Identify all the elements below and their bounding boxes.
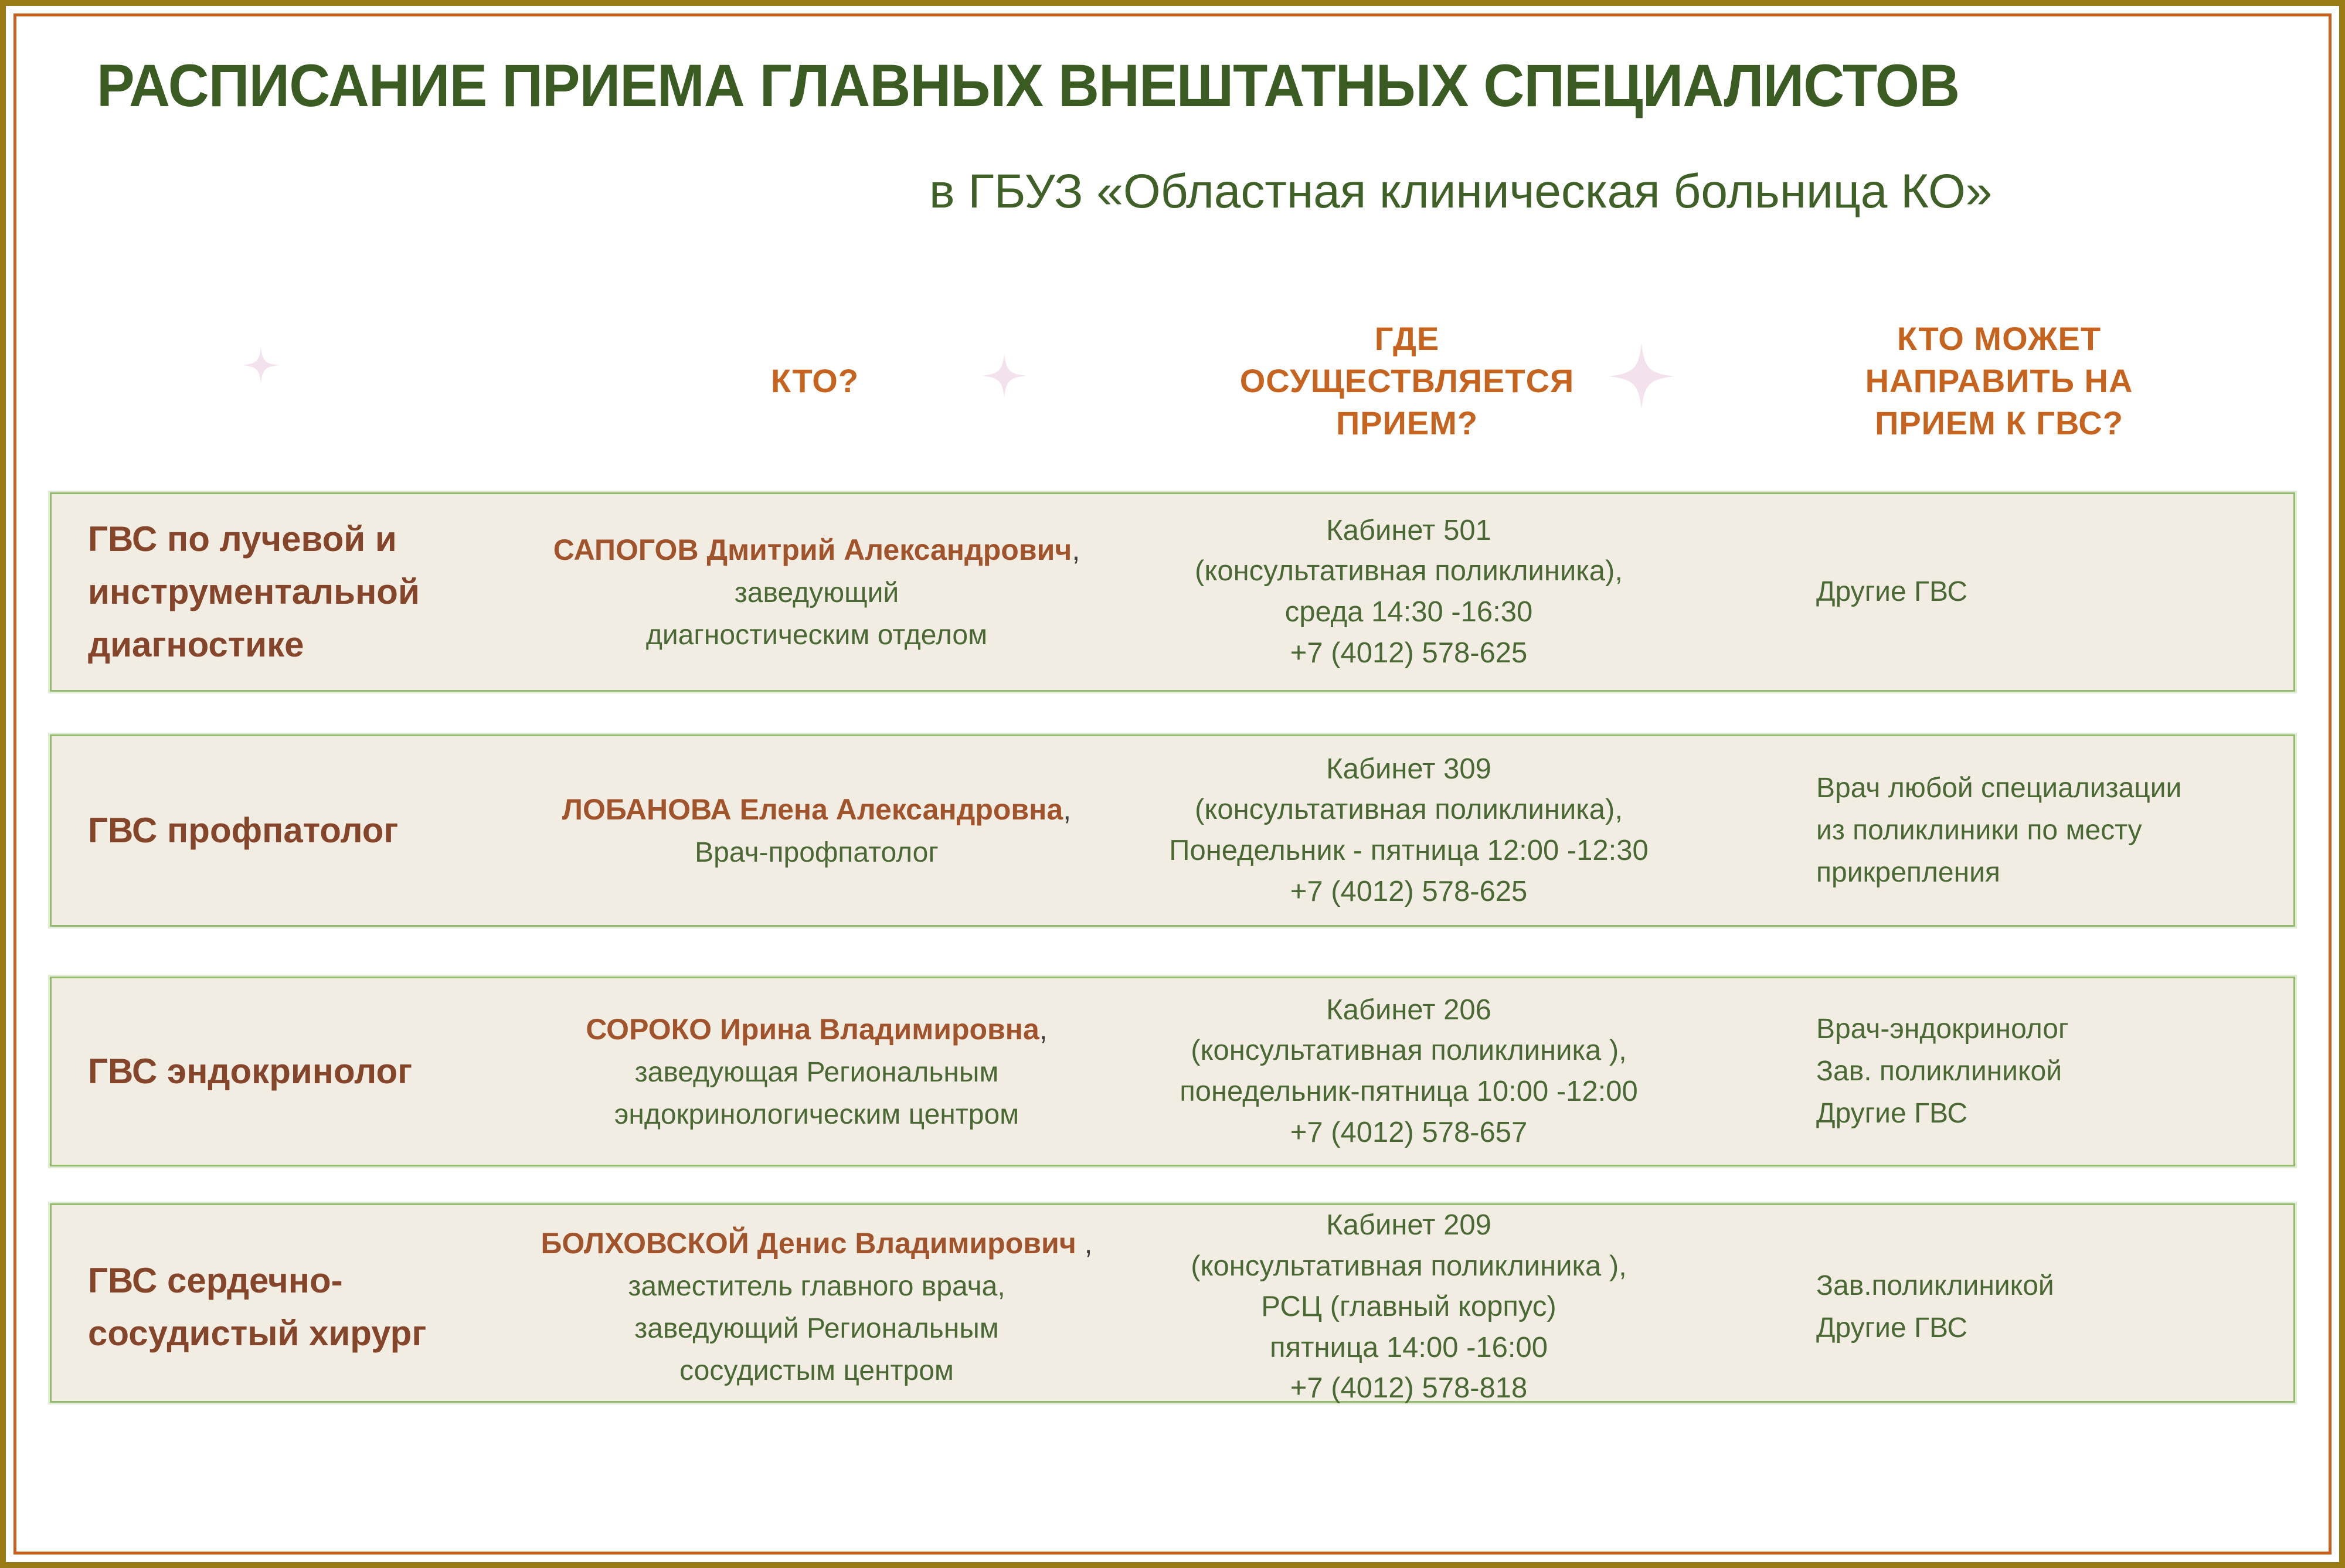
location-line: (консультативная поликлиника ), — [1191, 1250, 1627, 1282]
person-role-line: Врач-профпатолог — [695, 836, 939, 868]
schedule-line: пятница 14:00 -16:00 — [1269, 1331, 1548, 1363]
referrer-line: Другие ГВС — [1816, 576, 1968, 607]
location-line: Кабинет 309 — [1326, 753, 1491, 785]
person-role-line: заместитель главного врача, — [628, 1271, 1005, 1302]
person-cell — [521, 1222, 1113, 1392]
location-cell — [1113, 990, 1705, 1153]
referrer-line: Врач-эндокринолог — [1816, 1013, 2069, 1045]
location-line: (консультативная поликлиника ), — [1191, 1035, 1627, 1067]
location-cell — [1113, 511, 1705, 674]
referrer-line: Зав. поликлиникой — [1816, 1056, 2062, 1087]
schedule-line: среда 14:30 -16:30 — [1284, 596, 1533, 628]
person-role-line: диагностическим отделом — [645, 619, 988, 651]
person-name: ЛОБАНОВА Елена Александровна — [562, 792, 1063, 826]
page-subtitle: в ГБУЗ «Областная клиническая больница КО» — [929, 165, 1993, 218]
referrer-line: Другие ГВС — [1816, 1098, 1968, 1129]
specialist-title — [52, 513, 521, 671]
person-role-line: заведующий Региональным — [634, 1313, 999, 1345]
schedule-line: Понедельник - пятница 12:00 -12:30 — [1169, 835, 1649, 866]
location-line: Кабинет 209 — [1326, 1209, 1491, 1241]
phone-line: +7 (4012) 578-625 — [1290, 637, 1528, 669]
person-role-line: эндокринологическим центром — [614, 1098, 1019, 1130]
referrer-line: Врач любой специализации — [1816, 773, 2182, 804]
location-cell — [1113, 1205, 1705, 1409]
column-header-line: ОСУЩЕСТВЛЯЕТСЯ — [1239, 362, 1575, 400]
specialist-line: инструментальной — [88, 572, 420, 611]
sparkle-icon — [243, 347, 279, 383]
phone-line: +7 (4012) 578-625 — [1290, 875, 1528, 907]
person-cell — [521, 528, 1113, 657]
person-name-comma: , — [1039, 1012, 1048, 1046]
column-header-line: ПРИЕМ? — [1335, 404, 1479, 441]
referrer-line: из поликлиники по месту — [1816, 815, 2142, 846]
sparkle-icon — [1608, 343, 1675, 410]
phone-line: +7 (4012) 578-657 — [1290, 1116, 1528, 1148]
column-header-who-label: КТО? — [770, 362, 859, 400]
table-row — [50, 492, 2295, 692]
location-line: (консультативная поликлиника), — [1195, 555, 1623, 587]
person-name-comma: , — [1076, 1227, 1093, 1260]
specialist-title — [52, 1045, 521, 1098]
location-line: (консультативная поликлиника), — [1195, 794, 1623, 826]
specialist-line: ГВС по лучевой и — [88, 519, 397, 559]
location-cell — [1113, 749, 1705, 912]
person-name-line — [521, 1222, 1113, 1266]
person-name-line — [521, 528, 1113, 572]
person-cell — [521, 1008, 1113, 1136]
schedule-line: понедельник-пятница 10:00 -12:00 — [1180, 1076, 1638, 1107]
person-name-comma: , — [1072, 533, 1080, 566]
referrer-cell — [1705, 571, 2297, 613]
table-row — [50, 734, 2295, 927]
person-name-line — [521, 1008, 1113, 1052]
referrer-cell — [1705, 767, 2297, 894]
sparkle-icon — [982, 353, 1027, 398]
person-name: САПОГОВ Дмитрий Александрович — [553, 533, 1072, 566]
referrer-line: прикрепления — [1816, 857, 2000, 888]
referrer-line: Другие ГВС — [1816, 1312, 1968, 1343]
location-line: РСЦ (главный корпус) — [1261, 1291, 1556, 1323]
phone-line: +7 (4012) 578-818 — [1290, 1372, 1528, 1404]
table-row — [50, 977, 2295, 1166]
person-role-line: заведующая Региональным — [634, 1056, 999, 1088]
referrer-cell — [1705, 1008, 2297, 1135]
person-cell — [521, 788, 1113, 874]
column-header-referrer — [1703, 296, 2295, 466]
specialist-line: сосудистый хирург — [88, 1313, 427, 1353]
table-row — [50, 1203, 2295, 1403]
location-line: Кабинет 501 — [1326, 514, 1491, 546]
person-name: БОЛХОВСКОЙ Денис Владимирович — [541, 1227, 1076, 1260]
person-name-line — [521, 788, 1113, 832]
specialist-line: диагностике — [88, 625, 304, 664]
person-role-line: сосудистым центром — [679, 1355, 954, 1387]
location-line: Кабинет 206 — [1326, 994, 1491, 1026]
column-header-line: ПРИЕМ К ГВС? — [1875, 404, 2123, 441]
referrer-line: Зав.поликлиникой — [1816, 1270, 2054, 1301]
referrer-cell — [1705, 1265, 2297, 1349]
specialist-title — [52, 804, 521, 857]
specialist-line: ГВС профпатолог — [88, 811, 399, 850]
column-header-line: НАПРАВИТЬ НА — [1865, 362, 2133, 400]
page-title: РАСПИСАНИЕ ПРИЕМА ГЛАВНЫХ ВНЕШТАТНЫХ СПЕЦИАЛИСТОВ — [97, 52, 1960, 119]
column-header-line: ГДЕ — [1374, 320, 1440, 358]
specialist-line: ГВС эндокринолог — [88, 1052, 413, 1091]
person-role-line: заведующий — [734, 577, 899, 608]
specialist-title — [52, 1254, 521, 1360]
column-header-line: КТО МОЖЕТ — [1897, 320, 2102, 358]
person-name: СОРОКО Ирина Владимировна — [586, 1012, 1039, 1046]
person-name-comma: , — [1063, 792, 1072, 826]
specialist-line: ГВС сердечно- — [88, 1260, 343, 1300]
